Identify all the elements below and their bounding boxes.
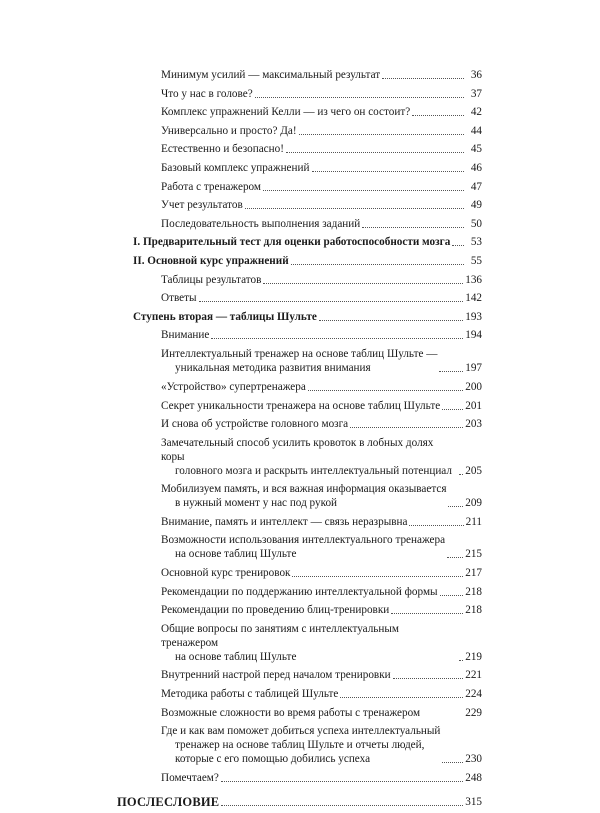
toc-entry [0,795,482,809]
toc-entry-title-line: Ступень вторая — таблицы Шульте [133,310,317,323]
toc-entry-title-line: уникальная методика развития внимания [175,362,371,375]
toc-entry-page-number: 142 [465,292,482,305]
toc-entry-title-line: на основе таблиц Шульте [175,548,297,561]
toc-entry-page-number: 203 [465,418,482,431]
toc-entry-page-number: 221 [465,669,482,682]
dot-leader [412,115,464,116]
toc-entry-title-line: И снова об устройстве головного мозга [161,418,349,431]
dot-leader [382,78,464,79]
toc-entry-title [161,566,290,580]
toc-entry-title-line: Внимание, память и интеллект — связь неразрывна [161,515,408,528]
dot-leader [308,390,463,391]
toc-entry-title [161,105,410,119]
toc-entry [0,124,482,138]
toc-entry-title [161,622,457,664]
toc-entry-title [161,347,437,375]
toc-entry-page-number: 55 [470,254,482,267]
toc-entry-title-line: Помечтаем? [161,771,219,784]
toc-entry-title-line: ПОСЛЕСЛОВИЕ [117,794,220,809]
toc-entry-title [133,235,450,249]
toc-entry-title-line: которые с его помощью добились успеха [175,753,371,766]
toc-entry-title-line: головного мозга и раскрыть интеллектуальный потенциал [175,464,452,477]
dot-leader [439,371,463,372]
dot-leader [340,697,463,698]
toc-entry-title [133,254,289,268]
toc-entry [0,235,482,249]
dot-leader [286,152,464,153]
toc-entry [0,347,482,375]
toc-entry-title [161,87,253,101]
toc-entry-title [161,724,440,766]
toc-entry [0,254,482,268]
toc-entry [0,417,482,431]
toc-entry-page-number: 194 [465,329,482,342]
toc-entry-title-line: Базовый комплекс упражнений [161,161,310,174]
toc-entry-title [161,217,360,231]
toc-entry-title-line: Методика работы с таблицей Шульте [161,688,339,701]
toc-entry-title [161,198,243,212]
dot-leader [292,576,463,577]
toc-entry [0,566,482,580]
toc-entry [0,291,482,305]
toc-entry [0,180,482,194]
toc-entry [0,515,482,529]
toc-entry-title-line: Рекомендации по проведению блиц-тренировки [161,604,390,617]
toc-entry-title-line: на основе таблиц Шульте [175,650,297,663]
toc-entry-page-number: 45 [470,143,482,156]
toc-entry-title-line: Рекомендации по поддержанию интеллектуальной формы [161,585,438,598]
toc-entry-title [161,273,261,287]
toc-entry-title-line: Возможные сложности во время работы с тренажером [161,706,421,719]
toc-entry-title [161,68,380,82]
toc-entry-title-line: Комплекс упражнений Келли — из чего он состоит? [161,106,411,119]
toc-entry-title-line: Универсально и просто? Да! [161,124,297,137]
toc-entry [0,724,482,766]
dot-leader [245,208,464,209]
toc-entry [0,198,482,212]
dot-leader [442,409,463,410]
toc-entry-title-line: Основной курс тренировок [161,567,291,580]
toc-entry-title [161,380,306,394]
toc-entry-title [161,668,391,682]
toc-entry [0,482,482,510]
toc-entry-page-number: 50 [470,217,482,230]
dot-leader [255,97,464,98]
toc-entry [0,436,482,478]
dot-leader [452,245,464,246]
toc-entry [0,603,482,617]
toc-entry-title-line: Возможности использования интеллектуального тренажера [161,534,446,547]
toc-entry-title [161,771,219,785]
dot-leader [221,805,463,806]
dot-leader [459,474,463,475]
toc-entry-title-line: II. Основной курс упражнений [133,254,289,267]
toc-entry [0,399,482,413]
toc-entry-page-number: 209 [465,497,482,510]
toc-entry-title [133,310,317,324]
toc-entry-title [161,328,209,342]
dot-leader [263,190,464,191]
toc-entry-title [161,585,438,599]
toc-entry-title-line: Общие вопросы по занятиям с интеллектуальным тренажером [161,622,399,649]
dot-leader [350,427,463,428]
dot-leader [448,506,463,507]
toc-entry-title [161,161,310,175]
toc-entry-page-number: 49 [470,199,482,212]
toc-entry [0,533,482,561]
toc-entry-page-number: 201 [465,399,482,412]
toc-entry-title-line: «Устройство» супертренажера [161,380,306,393]
toc-entry-page-number: 37 [470,87,482,100]
toc-entry-title [161,482,446,510]
toc-entry-title [161,180,261,194]
dot-leader [312,171,465,172]
toc-entry [0,771,482,785]
toc-entry-title [161,603,389,617]
toc-entry [0,161,482,175]
toc-entry-page-number: 47 [470,180,482,193]
table-of-contents [0,68,600,813]
toc-entry-title [161,515,407,529]
toc-entry [0,585,482,599]
toc-entry-title-line: Замечательный способ усилить кровоток в лобных долях коры [161,436,434,463]
toc-entry-title-line: Последовательность выполнения заданий [161,217,361,230]
toc-entry-title-line: Внутренний настрой перед началом тренировки [161,669,391,682]
toc-entry [0,706,482,720]
toc-entry-page-number: 42 [470,106,482,119]
dot-leader [393,678,464,679]
dot-leader [263,283,463,284]
dot-leader [221,781,463,782]
dot-leader [319,320,463,321]
toc-entry-title-line: Где и как вам поможет добиться успеха интеллектуальный [161,725,441,738]
toc-entry-title-line: Интеллектуальный тренажер на основе таблиц Шульте — [161,348,438,361]
toc-entry-title-line: Таблицы результатов [161,273,262,286]
toc-entry-page-number: 200 [465,380,482,393]
toc-entry [0,273,482,287]
toc-entry [0,142,482,156]
toc-entry-title-line: Минимум усилий — максимальный результат [161,69,381,81]
dot-leader [447,557,463,558]
toc-entry-title [161,706,420,720]
toc-entry [0,687,482,701]
toc-entry-title-line: I. Предварительный тест для оценки работоспособности мозга [133,236,451,249]
toc-entry-page-number: 229 [465,706,482,719]
toc-entry-title [161,291,197,305]
toc-entry-title-line: тренажер на основе таблиц Шульте и отчеты людей, [175,739,425,752]
toc-entry [0,217,482,231]
toc-entry-title-line: Работа с тренажером [161,180,262,193]
toc-entry-page-number: 315 [465,795,482,808]
toc-entry-page-number: 248 [465,771,482,784]
toc-entry [0,68,482,82]
dot-leader [362,227,464,228]
dot-leader [409,525,463,526]
toc-entry-page-number: 217 [465,567,482,580]
toc-entry-page-number: 36 [470,69,482,81]
toc-entry-page-number: 219 [465,650,482,663]
toc-entry-title [161,399,440,413]
toc-entry-page-number: 218 [465,604,482,617]
dot-leader [459,660,463,661]
toc-entry-title [117,795,219,809]
toc-entry-title [161,436,457,478]
toc-entry-title [161,687,338,701]
toc-entry [0,310,482,324]
toc-entry-page-number: 193 [465,310,482,323]
dot-leader [291,264,464,265]
toc-entry-page-number: 136 [465,273,482,286]
toc-entry [0,328,482,342]
dot-leader [442,762,463,763]
toc-entry-page-number: 205 [465,464,482,477]
dot-leader [440,595,464,596]
toc-entry-page-number: 46 [470,161,482,174]
toc-entry-title-line: Внимание [161,329,210,342]
toc-entry [0,380,482,394]
toc-entry-page-number: 218 [465,585,482,598]
toc-entry-title-line: Ответы [161,292,197,305]
dot-leader [211,338,463,339]
toc-entry-title [161,124,297,138]
toc-entry-title-line: Естественно и безопасно! [161,143,284,156]
toc-entry [0,105,482,119]
dot-leader [299,134,464,135]
toc-entry-title-line: в нужный момент у нас под рукой [175,497,338,510]
toc-entry-title [161,142,284,156]
toc-entry-title [161,417,348,431]
toc-entry-page-number: 215 [465,548,482,561]
toc-entry-page-number: 211 [465,515,482,528]
toc-entry-page-number: 53 [470,236,482,249]
dot-leader [391,613,463,614]
toc-entry-title-line: Что у нас в голове? [161,87,253,100]
toc-entry-title-line: Учет результатов [161,199,243,212]
toc-entry-page-number: 44 [470,124,482,137]
toc-entry-title-line: Секрет уникальности тренажера на основе таблиц Шульте [161,399,441,412]
toc-entry-page-number: 224 [465,688,482,701]
dot-leader [199,301,464,302]
toc-entry-page-number: 230 [465,753,482,766]
toc-entry [0,622,482,664]
toc-entry [0,668,482,682]
toc-entry [0,87,482,101]
toc-entry-page-number: 197 [465,362,482,375]
toc-entry-title [161,533,445,561]
toc-entry-title-line: Мобилизуем память, и вся важная информация оказывается [161,483,447,496]
